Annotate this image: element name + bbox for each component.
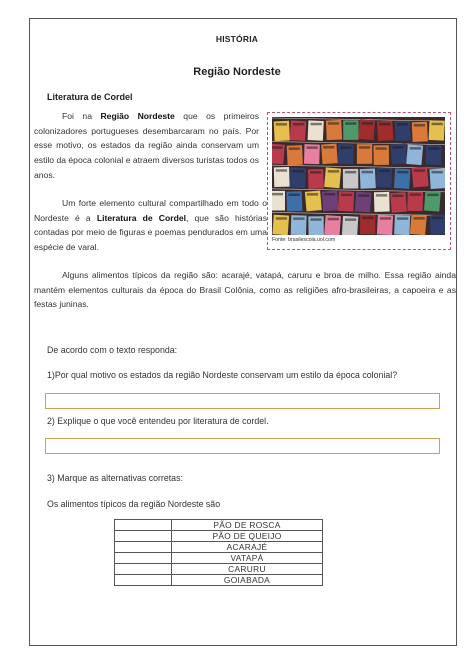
booklet-title-band (380, 217, 391, 220)
option-checkbox[interactable] (115, 520, 172, 531)
booklet-title-band (362, 217, 373, 220)
options-table (114, 519, 323, 586)
booklet-title-band (310, 171, 321, 174)
option-label: GOIABADA (172, 575, 323, 586)
option-row (115, 542, 323, 553)
booklet-title-band (289, 147, 300, 150)
option-label: CARURU (172, 564, 323, 575)
option-checkbox[interactable] (115, 531, 172, 542)
booklet-title-band (427, 194, 438, 197)
option-checkbox[interactable] (115, 575, 172, 586)
booklet-title-band (397, 217, 408, 220)
booklet-title-band (307, 193, 318, 196)
booklet-title-band (414, 217, 425, 220)
booklet-title-band (410, 147, 421, 150)
booklet-title-band (272, 193, 283, 196)
booklet-title-band (323, 146, 334, 149)
booklet-title-band (345, 171, 356, 174)
booklet-title-band (432, 217, 443, 220)
option-row (115, 575, 323, 586)
booklet-title-band (414, 169, 425, 172)
booklet-title-band (310, 218, 321, 221)
subject-header: HISTÓRIA (215, 34, 259, 44)
option-checkbox[interactable] (115, 542, 172, 553)
option-label: ACARAJÉ (172, 542, 323, 553)
booklet-title-band (276, 123, 287, 126)
booklet-title-band (307, 146, 318, 149)
booklet-title-band (328, 122, 339, 125)
option-label: PÃO DE ROSCA (172, 520, 323, 531)
booklet-title-band (276, 169, 287, 172)
booklet-title-band (432, 171, 443, 174)
option-checkbox[interactable] (115, 553, 172, 564)
booklet-title-band (379, 123, 390, 126)
option-row (115, 531, 323, 542)
booklet-title-band (362, 171, 373, 174)
cordel-booklets-image (272, 117, 445, 235)
paragraph-intro: Foi na Região Nordeste que os primeiros colonizadores portugueses desembarcaram no país. Por esse motivo, os estados da região ainda conservam um estilo da época colonial e atraem diversos turistas todos os anos. (34, 111, 259, 180)
booklet-title-band (328, 218, 339, 221)
booklet-title-band (345, 122, 356, 125)
booklet-title-band (376, 194, 387, 197)
option-row (115, 520, 323, 531)
question-3: 3) Marque as alternativas corretas: (47, 473, 183, 483)
booklet-title-band (359, 146, 370, 149)
booklet-title-band (376, 147, 387, 150)
booklet-title-band (362, 122, 373, 125)
section-subtitle: Literatura de Cordel (47, 92, 133, 102)
option-checkbox[interactable] (115, 564, 172, 575)
highlight-regiao-nordeste: Região Nordeste (100, 111, 175, 121)
paragraph-foods: Alguns alimentos típicos da região são: acarajé, vatapá, caruru e broa de milho. Essa região ainda mantém elementos culturais da época do Brasil Colônia, como as religiões afro-brasileiras, a capoeira e as festas juninas. (34, 270, 456, 310)
answer-field-2[interactable] (45, 438, 440, 454)
booklet-title-band (340, 146, 351, 149)
paragraph-cordel: Um forte elemento cultural compartilhado em todo o Nordeste é a Literatura de Cordel, que são histórias contadas por meio de figuras e poemas pendurados em uma espécie de varal. (34, 198, 267, 253)
option-row (115, 553, 323, 564)
booklet-title-band (324, 193, 335, 196)
booklet-title-band (293, 170, 304, 173)
cordel-photo-frame (267, 112, 451, 250)
option-label: VATAPÁ (172, 553, 323, 564)
page-title: Região Nordeste (193, 66, 281, 78)
booklet-title-band (410, 193, 421, 196)
booklet-title-band (393, 146, 404, 149)
booklet-title-band (311, 123, 322, 126)
booklet-title-band (272, 146, 283, 149)
booklet-title-band (414, 124, 425, 127)
question-2: 2) Explique o que você entendeu por literatura de cordel. (47, 416, 269, 426)
option-row (115, 564, 323, 575)
question-1: 1)Por qual motivo os estados da região Nordeste conservam um estilo da época colonial? (47, 370, 398, 380)
booklet-title-band (432, 123, 443, 126)
booklet-title-band (293, 217, 304, 220)
image-caption: Fonte: brasilescola.uol.com (272, 237, 336, 243)
booklet-title-band (293, 123, 304, 126)
booklet-title-band (397, 123, 408, 126)
instructions: De acordo com o texto responda: (47, 345, 178, 355)
booklet-title-band (428, 147, 439, 150)
booklet-title-band (379, 170, 390, 173)
question-3-prompt: Os alimentos típicos da região Nordeste são (47, 499, 221, 509)
highlight-literatura-cordel: Literatura de Cordel (96, 212, 186, 223)
booklet-title-band (288, 194, 299, 197)
option-label: PÃO DE QUEIJO (172, 531, 323, 542)
booklet-title-band (345, 218, 356, 221)
answer-field-1[interactable] (45, 393, 440, 409)
booklet-title-band (341, 194, 352, 197)
booklet-title-band (358, 194, 369, 197)
booklet-title-band (397, 171, 408, 174)
booklet-title-band (328, 170, 339, 173)
booklet-title-band (276, 217, 287, 220)
booklet-title-band (392, 195, 403, 198)
